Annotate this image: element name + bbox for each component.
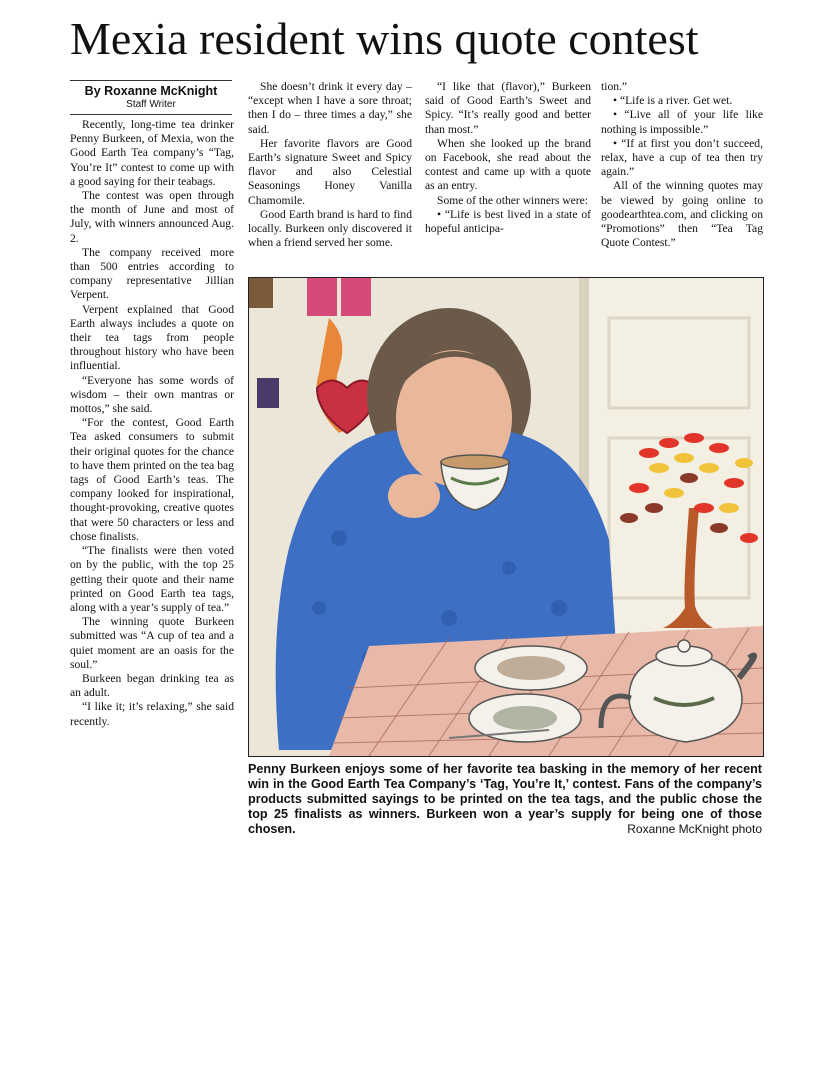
paragraph: The contest was open through the month of June and most of July, with winners announced Aug. 2.	[70, 189, 234, 245]
paragraph: “For the contest, Good Earth Tea asked consumers to submit their original quotes for the chance to have them printed on the tea bag tags of Good Earth’s teas. The company looked for inspirational, thought-provoking, creative quotes that were 50 characters or less and chose finalists.	[70, 416, 234, 543]
paragraph: All of the winning quotes may be viewed by going online to goodearthtea.com, and clicking on “Promotions” then “Tea Tag Quote Contest.”	[601, 179, 763, 250]
byline-box	[70, 80, 232, 115]
paragraph: Burkeen began drinking tea as an adult.	[70, 671, 234, 700]
article-column-1	[70, 118, 234, 729]
caption-text: Penny Burkeen enjoys some of her favorite tea basking in the memory of her recent win in the Good Earth Tea Company’s ‘Tag, You’re It,’ contest. Fans of the company’s products submitted sayings to be printed on the tea tags, and the public chose the top 25 finalists as winners. Burkeen won a year’s supply for being one of those chosen.	[248, 762, 762, 836]
photo-illustration	[249, 278, 763, 756]
paragraph: • “If at first you don’t succeed, relax, have a cup of tea then try again.”	[601, 136, 763, 179]
article-column-3	[425, 80, 591, 236]
paragraph: “I like it; it’s relaxing,” she said recently.	[70, 700, 234, 728]
paragraph: When she looked up the brand on Facebook, she read about the contest and came up with a quote as an entry.	[425, 136, 591, 193]
paragraph: Verpent explained that Good Earth always includes a quote on their tea tags from people throughout history who have been influential.	[70, 302, 234, 373]
byline-role: Staff Writer	[126, 99, 176, 110]
paragraph: “I like that (flavor),” Burkeen said of Good Earth’s Sweet and Spicy. “It’s really good and better than most.”	[425, 80, 591, 136]
photo-caption	[248, 762, 762, 837]
paragraph: • “Life is best lived in a state of hopeful anticipa-	[425, 207, 591, 236]
paragraph: The winning quote Burkeen submitted was “A cup of tea and a quiet moment are an oasis for the soul.”	[70, 615, 234, 671]
paragraph: Recently, long-time tea drinker Penny Burkeen, of Mexia, won the Good Earth Tea company’s “Tag, You’re It” contest to come up with a good saying for their teabags.	[70, 118, 234, 188]
article-photo	[248, 277, 764, 757]
paragraph: Her favorite flavors are Good Earth’s signature Sweet and Spicy flavor and also Celestial Seasonings Honey Vanilla Chamomile.	[248, 136, 412, 207]
paragraph: Some of the other winners were:	[437, 193, 588, 207]
paragraph: tion.”	[601, 80, 628, 93]
paragraph: The company received more than 500 entries according to company representative Jillian Verpent.	[70, 245, 234, 302]
headline: Mexia resident wins quote contest	[70, 13, 699, 64]
paragraph: Good Earth brand is hard to find locally. Burkeen only discovered it when a friend served her some.	[248, 207, 412, 250]
paragraph: “Everyone has some words of wisdom – their own mantras or mottos,” she said.	[70, 373, 234, 416]
article-column-2	[248, 80, 412, 250]
byline: By Roxanne McKnight	[84, 84, 218, 98]
paragraph: “The finalists were then voted on by the public, with the top 25 getting their quote and their name printed on Good Earth tea tags, along with a year’s supply of tea.”	[70, 544, 234, 614]
paragraph: • “Life is a river. Get wet.	[613, 94, 733, 108]
paragraph: She doesn’t drink it every day – “except when I have a sore throat; then I do – three times a day,” she said.	[248, 80, 412, 136]
article-column-4	[601, 80, 763, 250]
photo-credit: Roxanne McKnight photo	[627, 822, 762, 836]
paragraph: • “Live all of your life like nothing is impossible.”	[601, 108, 763, 136]
